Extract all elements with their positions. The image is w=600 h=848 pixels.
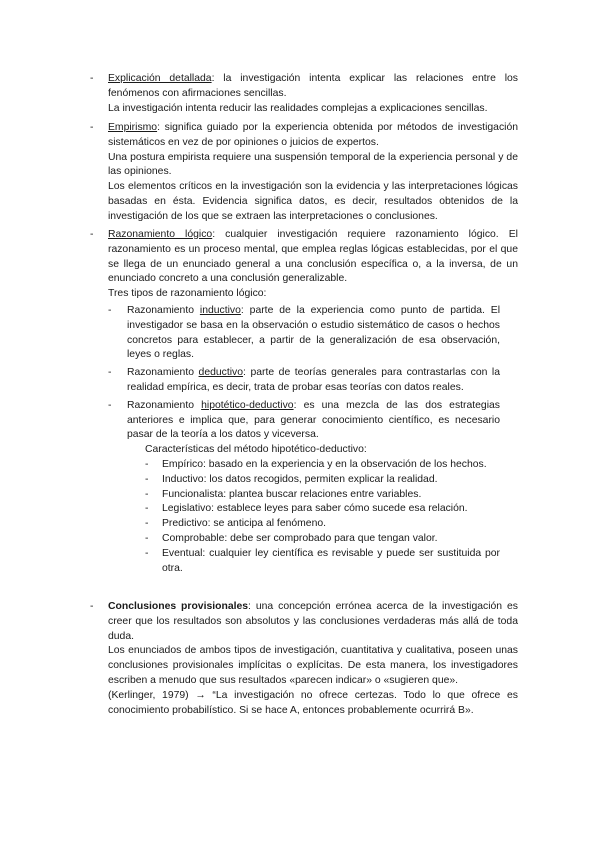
section-razonamiento — [90, 228, 518, 576]
conclusiones-paragraph-1 — [108, 600, 518, 644]
bullet-dash: - — [145, 503, 149, 515]
section-explicacion — [90, 72, 518, 116]
bullet-dash: - — [108, 304, 112, 316]
explicacion-text-1: : la investigación intenta explicar las relaciones entre los fenómenos con afirmaciones sencillas. — [108, 73, 518, 99]
empirismo-paragraph-3: Los elementos críticos en la investigación son la evidencia y las interpretaciones lógicas basadas en ésta. Evidencia significa datos, es decir, resultados obtenidos de la investigación de los que se extraen las interpretaciones o conclusiones. — [108, 181, 518, 222]
deductivo-term: deductivo — [198, 367, 244, 379]
caracteristica-item: - Comprobable: debe ser comprobado para que tengan valor. — [90, 532, 518, 547]
razonamiento-paragraph-1 — [108, 228, 518, 287]
section-conclusiones — [90, 600, 518, 718]
inductivo-term: inductivo — [199, 304, 241, 316]
bullet-dash: - — [145, 458, 149, 470]
bullet-dash: - — [145, 547, 149, 559]
caracteristica-item: - Funcionalista: plantea buscar relaciones entre variables. — [90, 488, 518, 503]
bullet-dash: - — [145, 473, 149, 485]
section-conclusiones-content — [108, 600, 518, 718]
explicacion-term: Explicación detallada — [108, 73, 212, 84]
caracteristica-item: - Eventual: cualquier ley científica es revisable y puede ser sustituida por otra. — [145, 547, 500, 574]
bullet-dash: - — [145, 518, 149, 530]
tipo-hipotetico-deductivo: - Razonamiento hipotético-deductivo: es una mezcla de las dos estrategias anteriores e implica que, para generar conocimiento científico, es necesario pasar de la teoría a los datos y viceversa. — [108, 399, 500, 441]
caracteristica-item: - Predictivo: se anticipa al fenómeno. — [90, 517, 518, 532]
conclusiones-paragraph-3: (Kerlinger, 1979) → “La investigación no ofrece certezas. Todo lo que ofrece es conocimiento probabilístico. Si se hace A, entonces probablemente ocurrirá B». — [108, 689, 518, 716]
caracteristica-item: - Inductivo: los datos recogidos, permiten explicar la realidad. — [90, 473, 518, 488]
section-razonamiento-content — [108, 228, 518, 302]
razonamiento-text-1: : cualquier investigación requiere razonamiento lógico. El razonamiento es un proceso mental, que emplea reglas lógicas establecidas, por el que se llega de un enunciado general a una conclusión específica o, a la inversa, de un enunciado concreto a una conclusión generalizable. — [108, 229, 518, 285]
conclusiones-paragraph-2: Los enunciados de ambos tipos de investigación, cuantitativa y cualitativa, poseen unas conclusiones provisionales implícitas o explícitas. De esta manera, los investigadores escriben a menudo que sus resultados «parecen indicar» o «sugieren que». — [108, 645, 518, 686]
section-explicacion-content — [108, 72, 518, 116]
tipo-deductivo: - Razonamiento deductivo: parte de teorías generales para contrastarlas con la realidad empírica, es decir, trata de probar esas teorías con datos reales. — [108, 367, 500, 393]
bullet-dash: - — [90, 601, 94, 612]
empirismo-term: Empirismo — [108, 122, 158, 133]
tipo-inductivo: - Razonamiento inductivo: parte de la experiencia como punto de partida. El investigador se basa en la observación o estudio sistemático de casos o hechos concretos para establecer, a partir de la generalización de esa observación, leyes o reglas. — [108, 304, 501, 361]
caracteristica-item: - Empírico: basado en la experiencia y en la observación de los hechos. — [90, 458, 518, 473]
bullet-dash: - — [145, 488, 149, 500]
conclusiones-term: Conclusiones provisionales — [108, 601, 249, 612]
explicacion-paragraph-1 — [108, 72, 518, 102]
conclusiones-text-1: : una concepción errónea acerca de la investigación es creer que los resultados son absolutos y las conclusiones verdaderas más allá de toda duda. — [108, 601, 518, 642]
hipotetico-deductivo-term: hipotético-deductivo — [201, 399, 294, 411]
razonamiento-term: Razonamiento lógico — [108, 229, 213, 240]
bullet-dash: - — [90, 73, 94, 84]
caracteristica-item: - Legislativo: establece leyes para saber cómo sucede esa relación. — [90, 502, 518, 517]
bullet-dash: - — [108, 367, 112, 379]
tipos-intro: Tres tipos de razonamiento lógico: — [108, 288, 267, 300]
caracteristicas-intro: Características del método hipotético-deductivo: — [145, 444, 367, 456]
empirismo-paragraph-2: Una postura empirista requiere una suspensión temporal de la experiencia personal y de las opiniones. — [108, 151, 518, 178]
tipos-list — [90, 304, 518, 576]
empirismo-paragraph-1 — [108, 121, 518, 151]
section-empirismo — [90, 121, 518, 225]
bullet-dash: - — [90, 229, 94, 240]
empirismo-text-1: : significa guiado por la experiencia obtenida por métodos de investigación sistemáticos en vez de por opiniones o juicios de expertos. — [108, 122, 518, 148]
caracteristicas-list — [90, 458, 518, 576]
explicacion-paragraph-2: La investigación intenta reducir las realidades complejas a explicaciones sencillas. — [108, 102, 488, 114]
bullet-dash: - — [108, 399, 112, 411]
bullet-dash: - — [90, 122, 94, 133]
section-empirismo-content — [108, 121, 518, 225]
bullet-dash: - — [145, 532, 149, 544]
